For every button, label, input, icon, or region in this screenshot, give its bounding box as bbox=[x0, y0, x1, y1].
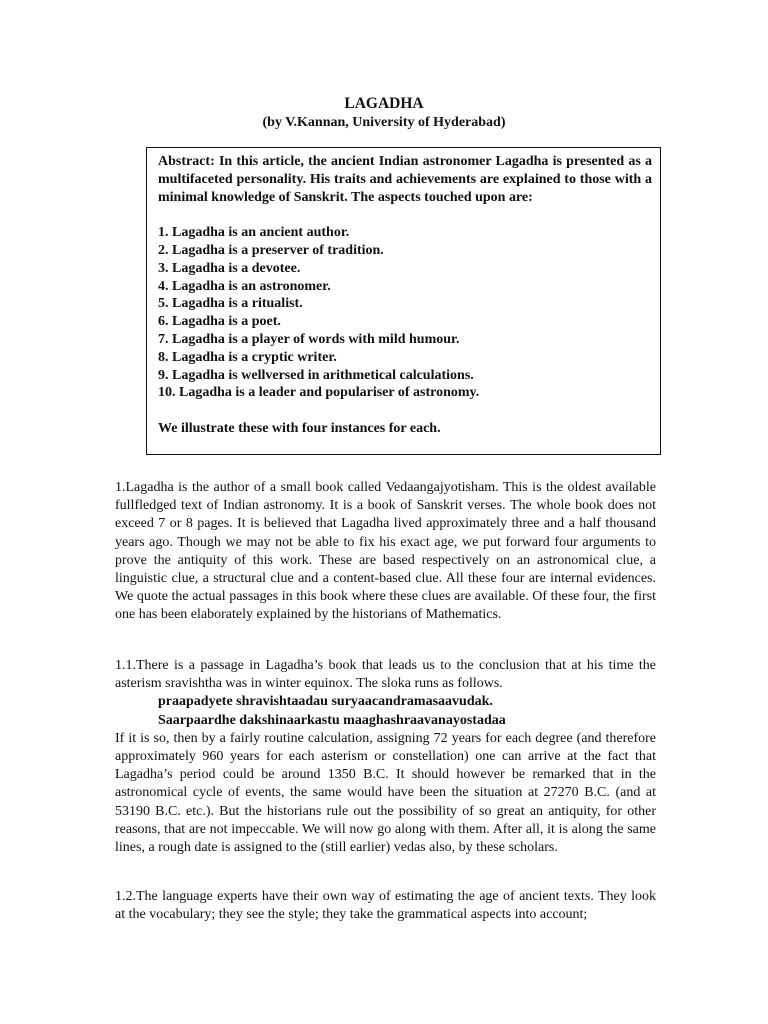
abstract-box bbox=[146, 147, 661, 455]
aspect-item: 9. Lagadha is wellversed in arithmetical calculations. bbox=[158, 367, 474, 383]
aspect-item: 10. Lagadha is a leader and populariser of astronomy. bbox=[158, 385, 480, 401]
abstract-closing: We illustrate these with four instances for each. bbox=[158, 420, 441, 436]
aspect-item: 5. Lagadha is a ritualist. bbox=[158, 296, 303, 312]
author-byline: (by V.Kannan, University of Hyderabad) bbox=[262, 115, 506, 130]
aspect-item: 8. Lagadha is a cryptic writer. bbox=[158, 349, 337, 365]
aspect-item: 6. Lagadha is a poet. bbox=[158, 314, 281, 330]
abstract-intro: Abstract: In this article, the ancient Indian astronomer Lagadha is presented as a multifaceted personality. His traits and achievements are explained to those with a minimal knowledge of Sanskrit. The aspects touched upon are: bbox=[158, 154, 652, 205]
section-1-2-paragraph bbox=[115, 888, 656, 924]
paragraph-text: 1.1.There is a passage in Lagadha’s book that leads us to the conclusion that at his time the asterism sravishtha was in winter equinox. The sloka runs as follows. bbox=[115, 658, 656, 692]
sloka-line-2: Saarpaardhe dakshinaarkastu maaghashraavanayostadaa bbox=[158, 712, 506, 728]
sloka-line-1: praapadyete shravishtaadau suryaacandramasaavudak. bbox=[158, 694, 493, 710]
page-title: LAGADHA bbox=[344, 95, 424, 112]
section-1-paragraph bbox=[115, 479, 656, 625]
paragraph-text: 1.Lagadha is the author of a small book called Vedaangajyotisham. This is the oldest available fullfledged text of Indian astronomy. It is a book of Sanskrit verses. The whole book does not exceed 7 or 8 pages. It is believed that Lagadha lived approximately three and a half thousand years ago. Though we may not be able to fix his exact age, we put forward four arguments to prove the antiquity of this work. These are based respectively on an astronomical clue, a linguistic clue, a structural clue and a content-based clue. All these four are internal evidences. We quote the actual passages in this book where these clues are available. Of these four, the first one has been elaborately explained by the historians of Mathematics. bbox=[115, 480, 656, 623]
aspect-item: 4. Lagadha is an astronomer. bbox=[158, 278, 331, 294]
paragraph-text: If it is so, then by a fairly routine calculation, assigning 72 years for each degree (and therefore approximately 960 years for each asterism or constellation) one can arrive at the fact that Lagadha’s period could be around 1350 B.C. It should however be remarked that in the astronomical cycle of events, the same would have been the situation at 27270 B.C. (and at 53190 B.C. etc.). But the historians rule out the possibility of so great an antiquity, for other reasons, that are not impeccable. We will now go along with them. After all, it is along the same lines, a rough date is assigned to the (still earlier) vedas also, by these scholars. bbox=[115, 730, 656, 856]
aspect-item: 2. Lagadha is a preserver of tradition. bbox=[158, 242, 384, 258]
aspect-item: 7. Lagadha is a player of words with mild humour. bbox=[158, 331, 460, 347]
section-1-1-paragraph bbox=[115, 657, 656, 857]
paragraph-text: 1.2.The language experts have their own way of estimating the age of ancient texts. They look at the vocabulary; they see the style; they take the grammatical aspects into account; bbox=[115, 889, 656, 923]
aspect-list bbox=[158, 224, 652, 402]
aspect-item: 1. Lagadha is an ancient author. bbox=[158, 225, 350, 241]
aspect-item: 3. Lagadha is a devotee. bbox=[158, 260, 301, 276]
